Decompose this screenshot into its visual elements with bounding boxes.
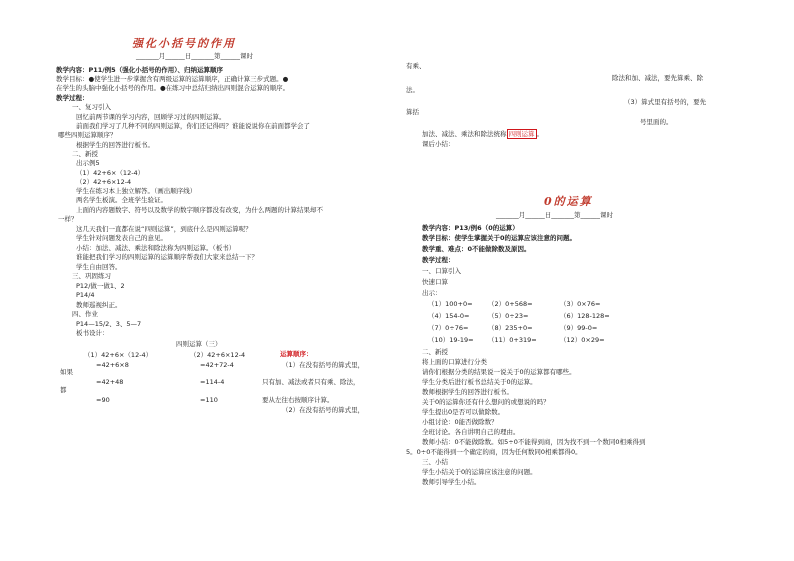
oral-problem: （11）0+319=: [488, 336, 537, 344]
left-line-2: 在学生的头脑中强化小括号的作用。●在练习中总结归纳出四则混合运算的顺序。: [56, 84, 290, 92]
lesson-title-left: 强化小括号的作用: [132, 37, 236, 50]
left-line-0: 教学内容：P11/例5（强化小括号的作用）、归纳运算顺序: [56, 66, 223, 74]
right-body-8: 全班讨论。各自讲明自己的理由。: [422, 428, 520, 436]
left-line-4: 一、复习引入: [72, 103, 111, 111]
board-order-line-2: 要从左往右按顺序计算。: [262, 396, 334, 404]
right-body-13: 教师引导学生小结。: [422, 478, 481, 486]
left-line-3: 教学过程：: [56, 94, 89, 102]
right-header-2: 教学重、难点：0不能做除数及原因。: [422, 245, 531, 253]
oral-problem: （1）100+0=: [428, 300, 473, 308]
left-line-24: P14/4: [76, 291, 95, 299]
left-line-19: 小结：加法、减法、乘法和除法称为四则运算。（板书）: [76, 244, 236, 252]
oral-problem: （6）128-128=: [560, 312, 610, 320]
left-line-13: 学生在练习本上独立解答。（画出顺序线）: [76, 187, 197, 195]
left-line-27: P14—15/2、3、5—7: [76, 320, 142, 328]
left-line-11: （1）42+6×（12-4）: [76, 169, 145, 177]
date-line-left: _______月______日_______第______课时: [136, 52, 253, 60]
left-line-26: 四、作业: [72, 310, 98, 318]
oral-problem: （7）0÷76=: [428, 324, 469, 332]
board-col1-line-1: =42+6×8: [96, 361, 129, 369]
left-line-22: 三、巩固练习: [72, 272, 111, 280]
left-line-25: 教师巡视纠正。: [76, 301, 122, 309]
left-line-14: 两名学生板演。全班学生验证。: [76, 196, 167, 204]
board-col2-line-1: =42+72-4: [200, 361, 234, 369]
lesson-title-right: 0的运算: [544, 195, 593, 208]
left-line-21: 学生自由回答。: [76, 263, 122, 271]
oral-problem: （4）154-0=: [428, 312, 470, 320]
rt-line-1: 除法和加、减法，要先算乘、除: [612, 74, 703, 82]
margin-word-0: 如果: [60, 368, 73, 376]
board-order-line-0: （1）在没有括号的算式里，: [282, 361, 365, 369]
left-line-16: 一样？: [58, 215, 78, 223]
right-body-7: 小组讨论：0能否做除数？: [422, 418, 498, 426]
right-header-1: 教学目标：使学生掌握关于0的运算应该注意的问题。: [422, 234, 577, 242]
board-order-line-1: 只有加、减法或者只有乘、除法，: [262, 378, 360, 386]
left-line-5: 回忆前两节课的学习内容，回顾学习过的四则运算。: [76, 113, 226, 121]
oral-problem: （12）0×29=: [560, 336, 605, 344]
board-col2-line-0: （2）42+6×12-4: [190, 351, 246, 359]
rt-line-6: 加法、减法、乘法和除法统称 四则运算 。: [422, 130, 543, 138]
right-body-6: 学生提出0是否可以做除数。: [422, 408, 505, 416]
board-title: 四则运算（三）: [176, 340, 222, 348]
right-header-5: 快速口算: [422, 278, 448, 286]
rt-line-0: 有乘、: [406, 62, 426, 70]
date-line-right: _______月______日_______第______课时: [496, 211, 613, 219]
rt-line-4: 算括: [406, 108, 419, 116]
left-line-15: 上面的内容题数字、符号以及数学的数字顺序都没有改变，为什么两题的计算结果却不: [76, 206, 323, 214]
board-order-line-3: （2）在没有括号的算式里，: [282, 406, 365, 414]
right-header-4: 一、口算引入: [422, 267, 461, 275]
left-line-23: P12/做一做1、2: [76, 282, 125, 290]
right-body-5: 关于0的运算你还有什么想问的或想说的吗？: [422, 398, 550, 406]
board-order-title: 运算顺序：: [280, 350, 313, 358]
oral-problem: （8）235+0=: [488, 324, 533, 332]
right-body-11: 三、小结: [422, 458, 448, 466]
oral-problem: （9）99-0=: [560, 324, 598, 332]
right-body-0: 二、新授: [422, 348, 448, 356]
right-header-0: 教学内容：P13/例6（0的运算）: [422, 224, 519, 232]
rt-line-2: 法。: [406, 86, 419, 94]
left-line-28: 板书设计：: [76, 329, 109, 337]
right-body-12: 学生小结关于0的运算应该注意的问题。: [422, 468, 537, 476]
oral-problem: （10）19-19=: [428, 336, 474, 344]
right-body-4: 教师根据学生的回答进行板书。: [422, 388, 513, 396]
right-body-2: 请你们根据分类的结果说一说关于0的运算都有哪些。: [422, 368, 576, 376]
board-col1-line-0: （1）42+6×（12-4）: [84, 351, 153, 359]
rt-line-5: 号里面的。: [640, 118, 673, 126]
left-line-1: 教学目标：●使学生进一步掌握含有两级运算的运算顺序，正确计算三步式题。●: [56, 75, 289, 83]
right-body-9: 教师小结：0不能做除数。如5÷0不能得到商，因为找不到一个数同0相乘得到: [422, 438, 646, 446]
board-col2-line-2: =114-4: [200, 378, 225, 386]
left-line-17: 这几天我们一直都在说“四则运算”，到底什么是四则运算呢？: [76, 225, 252, 233]
left-line-6: 前面我们学习了几种不同的四则运算，你们还记得吗？谁能说说你在前面都学会了: [76, 122, 310, 130]
highlighted-term: 四则运算: [508, 130, 535, 138]
right-body-1: 将上面的口算进行分类: [422, 358, 487, 366]
board-col1-line-3: =90: [96, 396, 110, 404]
oral-problem: （2）0+568=: [488, 300, 533, 308]
board-col1-line-2: =42+48: [96, 378, 124, 386]
left-line-8: 根据学生的回答进行板书。: [76, 141, 154, 149]
right-body-10: 5。0÷0不能得到一个确定的商，因为任何数同0相乘都得0。: [406, 448, 582, 456]
margin-word-1: 都: [60, 386, 67, 394]
left-line-7: 哪些四则运算顺序？: [58, 131, 117, 139]
left-line-18: 学生针对问题发表自己的意见。: [76, 234, 167, 242]
left-line-10: 出示例5: [76, 159, 100, 167]
oral-problem: （3）0×76=: [560, 300, 601, 308]
left-line-20: 谁能把我们学习的四则运算的运算顺序帮我们大家来总结一下？: [76, 253, 258, 261]
right-header-6: 出示：: [422, 289, 442, 297]
board-col2-line-3: =110: [200, 396, 218, 404]
oral-problem: （5）0÷23=: [488, 312, 529, 320]
rt-line-3: （3）算式里有括号的，要先: [624, 98, 707, 106]
rt-line-7: 课后小结：: [422, 140, 455, 148]
left-line-12: （2）42+6×12-4: [76, 178, 132, 186]
right-body-3: 学生分类后进行板书总结关于0的运算。: [422, 378, 537, 386]
left-line-9: 二、新授: [72, 150, 98, 158]
right-header-3: 教学过程：: [422, 256, 455, 264]
